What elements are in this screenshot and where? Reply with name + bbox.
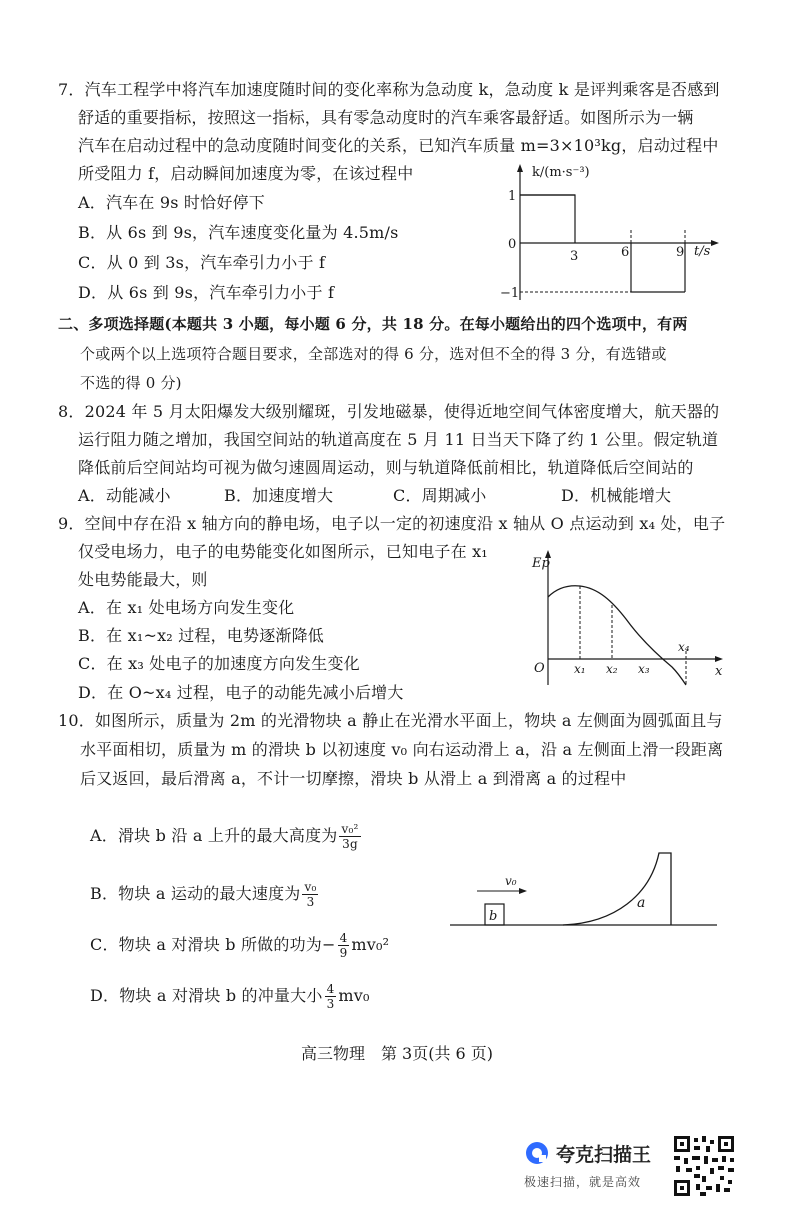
q9-origin: O (534, 661, 545, 676)
q10-line-3: 后又返回，最后滑离 a，不计一切摩擦，滑块 b 从滑上 a 到滑离 a 的过程中 (80, 769, 627, 788)
q10-block-a (563, 853, 671, 925)
q9-tick-x1: x₁ (574, 662, 586, 676)
q7-line-3: 汽车在启动过程中的急动度随时间变化的关系，已知汽车质量 m=3×10³kg，启动过程中 (78, 136, 719, 155)
q10-option-a: A．滑块 b 沿 a 上升的最大高度为 $\frac{\text{v₀²}}{3g}$ (90, 822, 359, 851)
section2-line-3: 不选的得 0 分) (80, 374, 182, 392)
q9-x-label: x (715, 664, 723, 679)
quark-logo-icon (524, 1140, 550, 1166)
q7-tick-y0: 0 (508, 237, 517, 252)
q7-line-4: 所受阻力 f，启动瞬间加速度为零，在该过程中 (78, 164, 414, 183)
q10-option-d: D．物块 a 对滑块 b 的冲量大小 $\frac{4}{3}$ mv₀ (90, 982, 370, 1011)
q9-tick-x3: x₃ (638, 662, 650, 676)
q9-line-2: 仅受电场力，电子的电势能变化如图所示，已知电子在 x₁ (78, 542, 488, 561)
q8-option-a: A．动能减小 (78, 486, 171, 505)
q8-line-1: 8．2024 年 5 月太阳爆发大级别耀斑，引发地磁暴，使得近地空间气体密度增大，航天器的 (58, 402, 720, 421)
q8-option-b: B．加速度增大 (224, 486, 334, 505)
q8-option-d: D．机械能增大 (561, 486, 672, 505)
q10-option-b: B．物块 a 运动的最大速度为 $\frac{\text{v₀}}{3}$ (90, 880, 317, 909)
q7-x-label: t/s (694, 244, 711, 259)
brand-slogan: 极速扫描，就是高效 (524, 1175, 642, 1189)
q9-line-3: 处电势能最大，则 (78, 570, 208, 589)
q8-option-c: C．周期减小 (393, 486, 487, 505)
q9-tick-x2: x₂ (606, 662, 618, 676)
q9-line-1: 9．空间中存在沿 x 轴方向的静电场，电子以一定的初速度沿 x 轴从 O 点运动到 x₄ 处，电子 (58, 514, 726, 533)
q9-option-a: A．在 x₁ 处电场方向发生变化 (78, 598, 295, 617)
q7-option-c: C．从 0 到 3s，汽车牵引力小于 f (78, 253, 326, 272)
page-footer: 高三物理 第 3页(共 6 页) (300, 1044, 494, 1063)
q10-label-b: b (489, 909, 498, 924)
q9-tick-x4: x₄ (678, 640, 690, 654)
q10-label-a: a (637, 895, 646, 911)
q9-option-c: C．在 x₃ 处电子的加速度方向发生变化 (78, 654, 360, 673)
q7-option-a: A．汽车在 9s 时恰好停下 (78, 193, 265, 212)
q10-label-v: v₀ (505, 874, 517, 888)
q7-x-arrow (711, 240, 719, 246)
q10-line-2: 水平面相切，质量为 m 的滑块 b 以初速度 v₀ 向右运动滑上 a，沿 a 左侧面上滑一段距离 (80, 740, 724, 759)
q7-tick-9: 9 (676, 245, 685, 260)
q7-line-2: 舒适的重要指标，按照这一指标，具有零急动度时的汽车乘客最舒适。如图所示为一辆 (78, 108, 694, 127)
q7-tick-ym1: −1 (500, 286, 520, 301)
q7-y-label: k/(m·s⁻³) (532, 165, 590, 180)
q7-tick-6: 6 (621, 245, 630, 260)
q7-y-arrow (517, 164, 523, 172)
brand-name: 夸克扫描王 (556, 1144, 652, 1166)
q9-potential-energy-graph (520, 545, 730, 690)
q10-option-c: C．物块 a 对滑块 b 所做的功为− $\frac{4}{9}$ mv₀² (90, 931, 390, 960)
q7-tick-y1: 1 (508, 189, 517, 204)
section2-line-1: 二、多项选择题(本题共 3 小题，每小题 6 分，共 18 分。在每小题给出的四个选项中，有两 (58, 315, 688, 333)
q9-y-label: Ep (532, 556, 550, 571)
q7-jerk-graph (490, 160, 730, 310)
section2-line-2: 个或两个以上选项符合题目要求，全部选对的得 6 分，选对但不全的得 3 分，有选错或 (80, 345, 667, 363)
q9-option-d: D．在 O~x₄ 过程，电子的动能先减小后增大 (78, 683, 404, 702)
scanner-brand (522, 1138, 672, 1198)
q9-option-b: B．在 x₁~x₂ 过程，电势逐渐降低 (78, 626, 325, 645)
q7-option-b: B．从 6s 到 9s，汽车速度变化量为 4.5m/s (78, 223, 399, 242)
q7-line-1: 7．汽车工程学中将汽车加速度随时间的变化率称为急动度 k，急动度 k 是评判乘客是否感到 (58, 80, 720, 99)
q7-option-d: D．从 6s 到 9s，汽车牵引力小于 f (78, 283, 335, 302)
q10-line-1: 10．如图所示，质量为 2m 的光滑物块 a 静止在光滑水平面上，物块 a 左侧面为圆弧面且与 (58, 711, 723, 730)
qr-code-icon (672, 1134, 736, 1198)
q8-line-3: 降低前后空间站均可视为做匀速圆周运动，则与轨道降低前相比，轨道降低后空间站的 (78, 458, 694, 477)
q8-line-2: 运行阻力随之增加，我国空间站的轨道高度在 5 月 11 日当天下降了约 1 公里。假定轨道 (78, 430, 719, 449)
q9-x-arrow (715, 656, 723, 662)
q7-tick-3: 3 (570, 249, 579, 264)
q7-positive-segment (520, 195, 575, 243)
q10-block-figure (445, 845, 725, 935)
